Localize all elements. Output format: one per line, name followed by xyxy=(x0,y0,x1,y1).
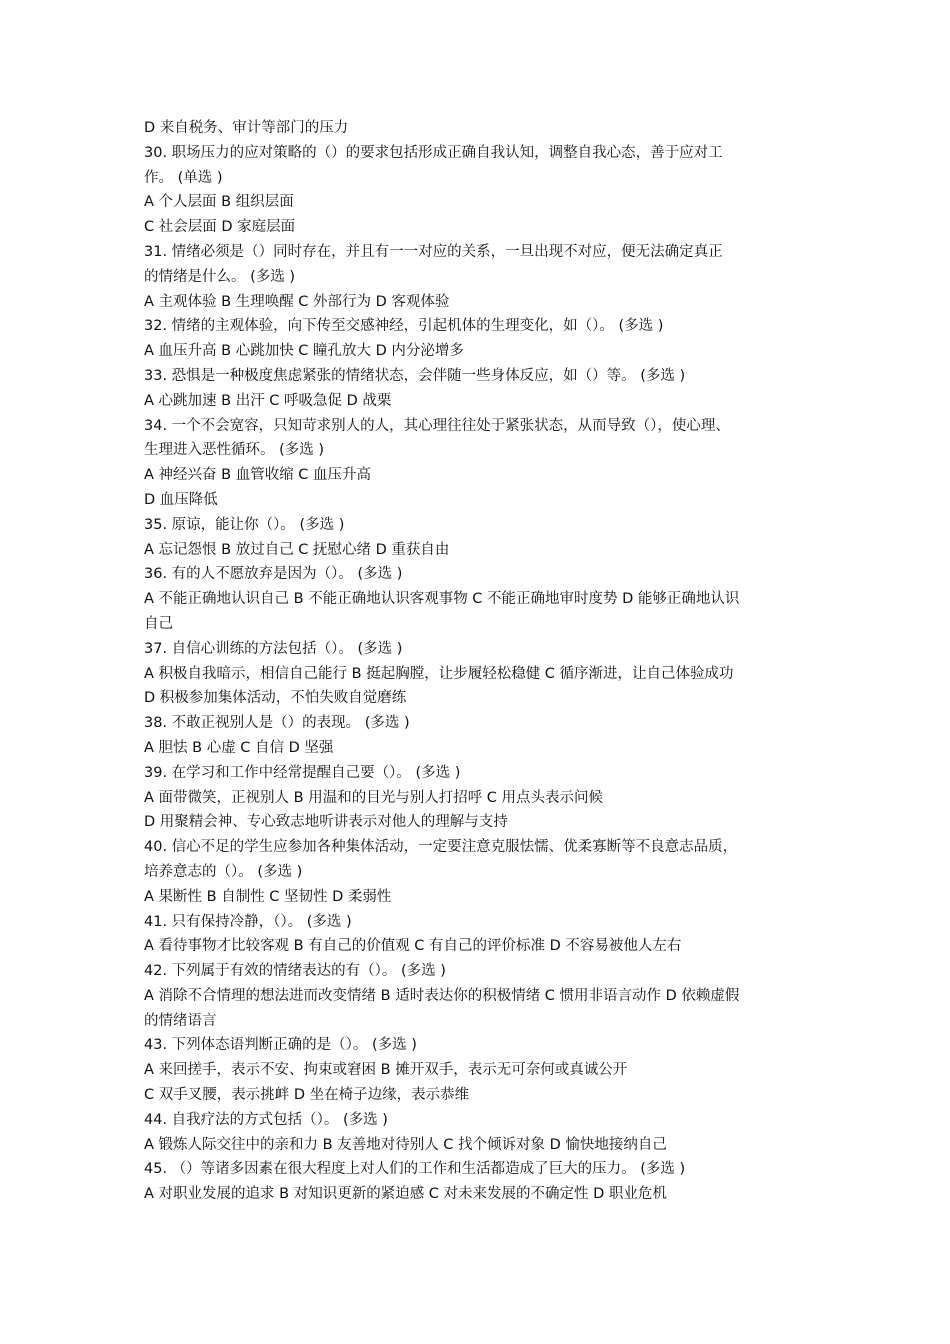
question-37-options: A 积极自我暗示，相信自己能行 B 挺起胸膛，让步履轻松稳健 C 循序渐进，让自己体验成功 xyxy=(144,665,734,682)
question-43-options: C 双手叉腰，表示挑衅 D 坐在椅子边缘，表示恭维 xyxy=(144,1087,470,1104)
question-33-options: A 心跳加速 B 出汗 C 呼吸急促 D 战栗 xyxy=(144,392,392,409)
question-31-options: A 主观体验 B 生理唤醒 C 外部行为 D 客观体验 xyxy=(144,293,450,310)
question-34-stem: 34. 一个不会宽容，只知苛求别人的人，其心理往往处于紧张状态，从而导致（），使心理、 xyxy=(144,417,730,434)
question-34-options: D 血压降低 xyxy=(144,491,218,508)
question-31-stem-cont: 的情绪是什么。 (多选 ) xyxy=(144,268,296,285)
question-35-options: A 忘记怨恨 B 放过自己 C 抚慰心绪 D 重获自由 xyxy=(144,541,450,558)
question-45-stem: 45. （）等诸多因素在很大程度上对人们的工作和生活都造成了巨大的压力。 (多选 ) xyxy=(144,1161,686,1178)
question-31-stem: 31. 情绪必须是（）同时存在，并且有一一对应的关系，一旦出现不对应，便无法确定真正 xyxy=(144,243,723,260)
question-37-options: D 积极参加集体活动，不怕失败自觉磨练 xyxy=(144,690,407,707)
question-44-options: A 锻炼人际交往中的亲和力 B 友善地对待别人 C 找个倾诉对象 D 愉快地接纳自己 xyxy=(144,1136,667,1153)
question-30-options: C 社会层面 D 家庭层面 xyxy=(144,219,296,236)
question-36-stem: 36. 有的人不愿放弃是因为（）。 (多选 ) xyxy=(144,566,403,583)
question-40-stem-cont: 培养意志的（）。 (多选 ) xyxy=(144,863,303,880)
question-33-stem: 33. 恐惧是一种极度焦虑紧张的情绪状态，会伴随一些身体反应，如（）等。 (多选 ) xyxy=(144,367,686,384)
question-34-stem-cont: 生理进入恶性循环。 (多选 ) xyxy=(144,442,325,459)
question-44-stem: 44. 自我疗法的方式包括（）。 (多选 ) xyxy=(144,1111,388,1128)
question-45-options: A 对职业发展的追求 B 对知识更新的紧迫感 C 对未来发展的不确定性 D 职业危机 xyxy=(144,1186,667,1203)
question-42-options: 的情绪语言 xyxy=(144,1012,217,1029)
question-42-options: A 消除不合情理的想法进而改变情绪 B 适时表达你的积极情绪 C 惯用非语言动作 D 依赖虚假 xyxy=(144,987,740,1004)
question-38-stem: 38. 不敢正视别人是（）的表现。 (多选 ) xyxy=(144,715,410,732)
question-39-options: D 用聚精会神、专心致志地听讲表示对他人的理解与支持 xyxy=(144,814,508,831)
text-line: D 来自税务、审计等部门的压力 xyxy=(144,120,349,136)
question-42-stem: 42. 下列属于有效的情绪表达的有（）。 (多选 ) xyxy=(144,963,446,980)
question-41-options: A 看待事物才比较客观 B 有自己的价值观 C 有自己的评价标准 D 不容易被他人左右 xyxy=(144,938,682,955)
question-35-stem: 35. 原谅，能让你（）。 (多选 ) xyxy=(144,516,345,533)
question-30-stem: 30. 职场压力的应对策略的（）的要求包括形成正确自我认知，调整自我心态，善于应对工 xyxy=(144,144,723,161)
question-39-options: A 面带微笑，正视别人 B 用温和的目光与别人打招呼 C 用点头表示问候 xyxy=(144,789,604,806)
question-32-options: A 血压升高 B 心跳加快 C 瞳孔放大 D 内分泌增多 xyxy=(144,343,464,360)
question-39-stem: 39. 在学习和工作中经常提醒自己要（）。 (多选 ) xyxy=(144,764,461,781)
question-36-options: 自己 xyxy=(144,615,173,632)
question-41-stem: 41. 只有保持冷静，（）。 (多选 ) xyxy=(144,913,352,930)
document-body xyxy=(144,116,816,1207)
question-43-options: A 来回搓手，表示不安、拘束或窘困 B 摊开双手，表示无可奈何或真诚公开 xyxy=(144,1062,628,1079)
question-30-stem-cont: 作。 (单选 ) xyxy=(144,169,223,186)
question-32-stem: 32. 情绪的主观体验，向下传至交感神经，引起机体的生理变化，如（）。 (多选 ) xyxy=(144,318,664,335)
question-40-stem: 40. 信心不足的学生应参加各种集体活动，一定要注意克服怯懦、优柔寡断等不良意志品质， xyxy=(144,839,738,856)
question-43-stem: 43. 下列体态语判断正确的是（）。 (多选 ) xyxy=(144,1037,417,1054)
question-37-stem: 37. 自信心训练的方法包括（）。 (多选 ) xyxy=(144,640,403,657)
question-30-options: A 个人层面 B 组织层面 xyxy=(144,194,294,211)
question-38-options: A 胆怯 B 心虚 C 自信 D 坚强 xyxy=(144,739,334,756)
question-34-options: A 神经兴奋 B 血管收缩 C 血压升高 xyxy=(144,467,372,484)
question-40-options: A 果断性 B 自制性 C 坚韧性 D 柔弱性 xyxy=(144,888,392,905)
question-36-options: A 不能正确地认识自己 B 不能正确地认识客观事物 C 不能正确地审时度势 D 能够正确地认识 xyxy=(144,591,740,608)
